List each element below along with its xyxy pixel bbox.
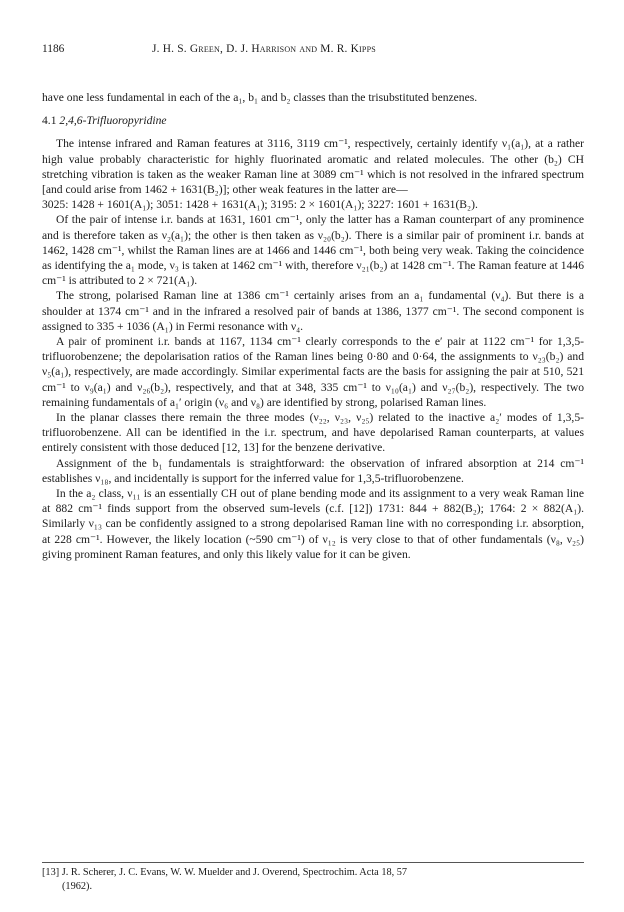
intro-paragraph: have one less fundamental in each of the a₁, b₁ and b₂ classes than the trisubstituted benzenes. (42, 91, 478, 104)
paragraph-ir-pair: A pair of prominent i.r. bands at 1167, 1134 cm⁻¹ clearly corresponds to the e′ pair at 1122 cm⁻¹ for 1,3,5-trifluorobenzene; the depolarisation ratios of the Raman lines being 0·80 and 0·64, the assignments to ν₂₃(b₂) and ν₅(a₁), respectively, are made accordingly. Similar experimental facts are the basis for assigning the pair at 510, 521 cm⁻¹ to ν₉(a₁) and ν₂₆(b₂), respectively, and that at 348, 335 cm⁻¹ to ν₁₀(a₁) and ν₂₇(b₂), respectively. The two remaining fundamentals of a₁′ origin (ν₆ and ν₈) are identified by strong, polarised Raman lines. (42, 335, 584, 409)
section-heading (42, 113, 584, 128)
section-title: 2,4,6-Trifluoropyridine (59, 114, 167, 128)
running-head-authors: J. H. S. Green, D. J. Harrison and M. R. Kipps (152, 43, 376, 55)
paragraph-a2-class: In the a₂ class, ν₁₁ is an essentially CH out of plane bending mode and its assignment to a very weak Raman line at 882 cm⁻¹ finds support from the observed sum-levels (c.f. [12]) 1731: 844 + 882(B₂); 1764: 2 × 882(A₁). Similarly ν₁₃ can be confidently assigned to a strong depolarised Raman line with no corresponding i.r. absorption, at 228 cm⁻¹. However, the likely location (~590 cm⁻¹) of ν₁₂ is very close to that of other fundamentals (ν₈, ν₂₅) giving prominent Raman features, and only this likely value for it can be given. (42, 487, 584, 561)
reference-13-line2: (1962). (62, 880, 93, 892)
paragraph-b1-fundamentals: Assignment of the b₁ fundamentals is straightforward: the observation of infrared absorption at 214 cm⁻¹ establishes ν₁₈, and incidentally is support for the inferred value for 1,3,5-trifluorobenzene. (42, 456, 584, 485)
footnote-reference (42, 862, 584, 893)
combination-bands-line: 3025: 1428 + 1601(A₁); 3051: 1428 + 1631(A₁); 3195: 2 × 1601(A₁); 3227: 1601 + 1631(B₂). (42, 198, 478, 212)
paragraph-intense-pair: Of the pair of intense i.r. bands at 1631, 1601 cm⁻¹, only the latter has a Raman counterpart of any prominence and is therefore taken as ν₂(a₁); the other is then taken as ν₂₀(b₂). There is a similar pair of prominent i.r. bands at 1462, 1428 cm⁻¹, whilst the Raman lines are at 1466 and 1446 cm⁻¹, both being very weak. Taking the coincidence as identifying the a₁ mode, ν₃ is taken at 1462 cm⁻¹ with, therefore ν₂₁(b₂) at 1428 cm⁻¹. The Raman feature at 1446 cm⁻¹ is attributed to 2 × 721(A₁). (42, 213, 584, 288)
paragraph-cstretch: The intense infrared and Raman features at 3116, 3119 cm⁻¹, respectively, certainly identify ν₁(a₁), at a rather high value probably characteristic for highly fluorinated aromatic and related molecules. The other (b₂) CH stretching vibration is taken as the weaker Raman line at 3089 cm⁻¹ which is not resolved in the infrared spectrum [and could arise from 1462 + 1631(B₂)]; other weak features in the latter are— (42, 137, 584, 197)
paragraph-planar-classes: In the planar classes there remain the three modes (ν₂₂, ν₂₃, ν₂₅) related to the inactive a₂′ modes of 1,3,5-trifluorobenzene. All can be identified in the i.r. spectrum, and have depolarised Raman counterparts, at values entirely consistent with those deduced [12, 13] for the benzene derivative. (42, 411, 584, 455)
running-header (42, 42, 584, 62)
paragraph-polarised-line: The strong, polarised Raman line at 1386 cm⁻¹ certainly arises from an a₁ fundamental (ν₄). But there is a shoulder at 1374 cm⁻¹ and in the infrared a resolved pair of bands at 1386, 1377 cm⁻¹. The second component is assigned to 335 + 1036 (A₁) in Fermi resonance with ν₄. (42, 289, 584, 333)
reference-13-line1: [13] J. R. Scherer, J. C. Evans, W. W. Muelder and J. Overend, Spectrochim. Acta 18, 57 (42, 867, 408, 878)
section-number: 4.1 (42, 114, 57, 128)
page-number: 1186 (42, 43, 65, 55)
